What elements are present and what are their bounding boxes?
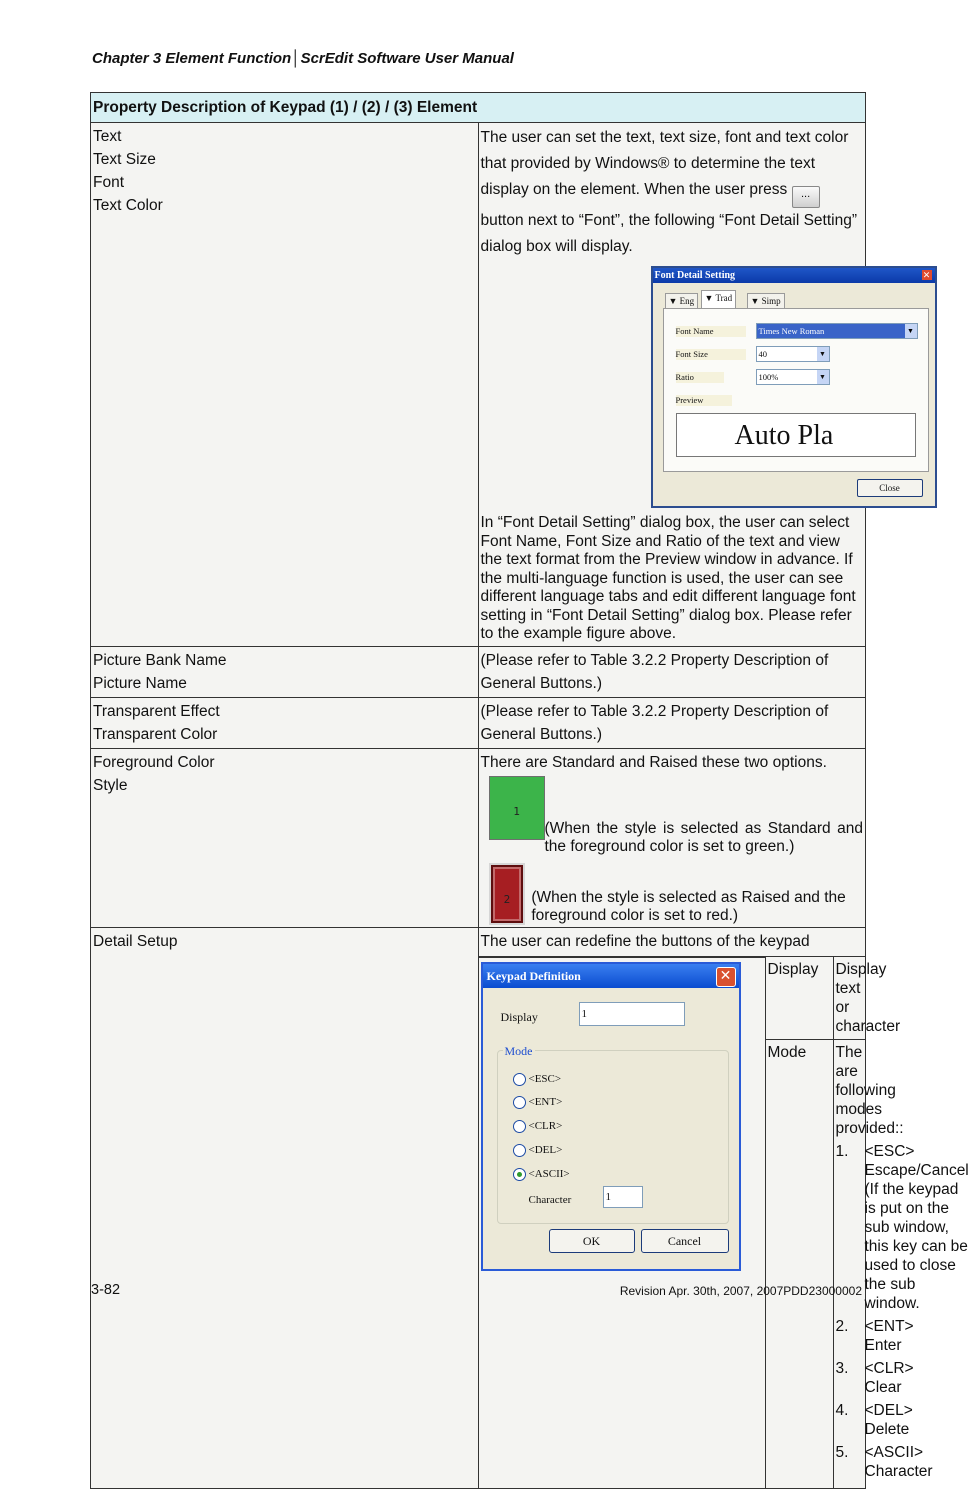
close-icon[interactable]: ✕	[716, 967, 736, 987]
chevron-down-icon[interactable]: ▼	[905, 324, 917, 338]
row-label-cell	[91, 123, 479, 647]
text-desc-part1: The user can set the text, text size, font and text color that provided by Windows® to determine the text display on the element. When the user press	[480, 129, 849, 198]
display-term: Display	[765, 957, 833, 1040]
font-name-select[interactable]: Times New Roman ▼	[756, 323, 918, 339]
radio-icon[interactable]	[513, 1096, 526, 1109]
row-label-cell	[91, 748, 479, 927]
row-desc-cell	[478, 646, 866, 697]
keypad-definition-dialog	[481, 962, 741, 1271]
mode-desc	[833, 1040, 969, 1489]
text-desc-part2: button next to “Font”, the following “Font Detail Setting” dialog box will display.	[480, 212, 857, 255]
property-table	[90, 92, 969, 1489]
table-row-foreground	[91, 748, 866, 927]
table-title: Property Description of Keypad (1) / (2) / (3) Element	[91, 93, 866, 123]
detail-desc: The user can redefine the buttons of the keypad	[479, 928, 866, 957]
ok-button[interactable]: OK	[549, 1229, 635, 1253]
close-icon[interactable]: ✕	[922, 270, 931, 280]
revision-note: Revision Apr. 30th, 2007, 2007PDD23000002	[619, 1284, 862, 1298]
label-transparent-color: Transparent Color	[93, 725, 218, 743]
character-input[interactable]: 1	[603, 1186, 643, 1208]
mode-label: Mode	[503, 1042, 535, 1061]
label-text-size: Text Size	[93, 151, 156, 168]
list-item: 3. <CLR> Clear	[835, 1360, 914, 1396]
standard-caption: (When the style is selected as Standard and the foreground color is set to green.)	[544, 819, 863, 855]
list-item: 2. <ENT> Enter	[835, 1318, 914, 1354]
label-detail-setup: Detail Setup	[93, 932, 178, 950]
row-label-cell	[91, 646, 479, 697]
display-input[interactable]: 1	[579, 1002, 685, 1026]
radio-icon[interactable]	[513, 1120, 526, 1133]
page-number: 3-82	[91, 1282, 121, 1298]
radio-selected-icon[interactable]	[513, 1168, 526, 1181]
cancel-button[interactable]: Cancel	[641, 1229, 729, 1253]
label-text: Text	[93, 128, 122, 145]
text-desc-after: In “Font Detail Setting” dialog box, the user can select Font Name, Font Size and Ratio of the text and view the text format from the Preview window in advance. If the multi-language function is used, the user can see different language tabs and edit different language font setting in “Font Detail Setting” dialog box. Please refer to the example figure above.	[480, 514, 856, 642]
table-title-row	[91, 93, 866, 123]
list-item: 4. <DEL> Delete	[835, 1402, 913, 1438]
picture-desc: (Please refer to Table 3.2.2 Property Description of General Buttons.)	[480, 651, 829, 692]
display-desc: Display text or character	[833, 957, 865, 1040]
tab-simp[interactable]: ▼ Simp	[747, 293, 785, 308]
row-desc-cell	[478, 927, 969, 1489]
row-desc-cell	[478, 748, 866, 927]
chevron-down-icon[interactable]: ▼	[817, 370, 829, 384]
row-label-cell	[91, 927, 479, 1489]
preview-label: Preview	[676, 395, 732, 406]
raised-red-sample: 2	[489, 863, 526, 925]
mode-list	[835, 1142, 969, 1481]
row-label-cell	[91, 697, 479, 748]
ellipsis-button[interactable]: ...	[792, 186, 820, 208]
page-header: Chapter 3 Element Function│ScrEdit Software User Manual	[92, 50, 514, 67]
mode-intro: The are following modes provided::	[835, 1044, 904, 1137]
label-picture-bank-name: Picture Bank Name	[93, 651, 227, 669]
table-row-detail-setup	[91, 927, 866, 1489]
font-size-label: Font Size	[676, 349, 746, 360]
display-label: Display	[500, 1009, 538, 1024]
tab-eng[interactable]: ▼ Eng	[665, 293, 699, 308]
label-picture-name: Picture Name	[93, 674, 187, 692]
raised-sample-row	[481, 863, 864, 925]
label-foreground-color: Foreground Color	[93, 753, 215, 771]
table-row-picture	[91, 646, 866, 697]
font-name-label: Font Name	[676, 326, 746, 337]
tab-trad[interactable]: ▼ Trad	[701, 290, 737, 308]
label-style: Style	[93, 776, 128, 794]
radio-esc[interactable]: <ESC>	[513, 1070, 562, 1089]
chevron-down-icon[interactable]: ▼	[817, 347, 829, 361]
font-size-select[interactable]: 40 ▼	[756, 346, 830, 362]
dialog-title: Font Detail Setting	[653, 268, 935, 283]
transparent-desc: (Please refer to Table 3.2.2 Property Description of General Buttons.)	[480, 702, 829, 743]
table-row-transparent	[91, 697, 866, 748]
raised-caption: (When the style is selected as Raised and the foreground color is set to red.)	[531, 888, 846, 924]
style-desc: There are Standard and Raised these two options.	[480, 753, 827, 771]
row-desc-cell	[478, 697, 866, 748]
label-font: Font	[93, 174, 125, 191]
text-desc	[481, 125, 864, 260]
label-transparent-effect: Transparent Effect	[93, 702, 220, 720]
list-item: 1. <ESC> Escape/Cancel (If the keypad is put on the sub window, this key can be used to close the sub window.	[835, 1143, 969, 1312]
label-text-color: Text Color	[93, 197, 163, 214]
font-settings-pane	[663, 308, 929, 472]
row-desc-cell	[478, 123, 931, 647]
font-detail-dialog	[651, 266, 937, 508]
close-button[interactable]: Close	[857, 479, 923, 497]
dialog-title: Keypad Definition	[483, 964, 739, 988]
ratio-select[interactable]: 100% ▼	[756, 369, 830, 385]
radio-icon[interactable]	[513, 1073, 526, 1086]
radio-ent[interactable]: <ENT>	[513, 1093, 563, 1112]
radio-ascii[interactable]: <ASCII>	[513, 1165, 570, 1184]
radio-clr[interactable]: <CLR>	[513, 1117, 563, 1136]
mode-term: Mode	[765, 1040, 833, 1489]
table-row-text	[91, 123, 866, 647]
ratio-label: Ratio	[676, 372, 724, 383]
list-item: 5. <ASCII> Character	[835, 1444, 933, 1480]
keypad-dialog-cell	[479, 957, 766, 1488]
detail-inner-table	[479, 957, 969, 1489]
radio-del[interactable]: <DEL>	[513, 1141, 563, 1160]
preview-window: Auto Pla	[676, 413, 916, 457]
radio-icon[interactable]	[513, 1144, 526, 1157]
character-label: Character	[528, 1193, 572, 1206]
standard-green-sample: 1	[489, 776, 545, 840]
